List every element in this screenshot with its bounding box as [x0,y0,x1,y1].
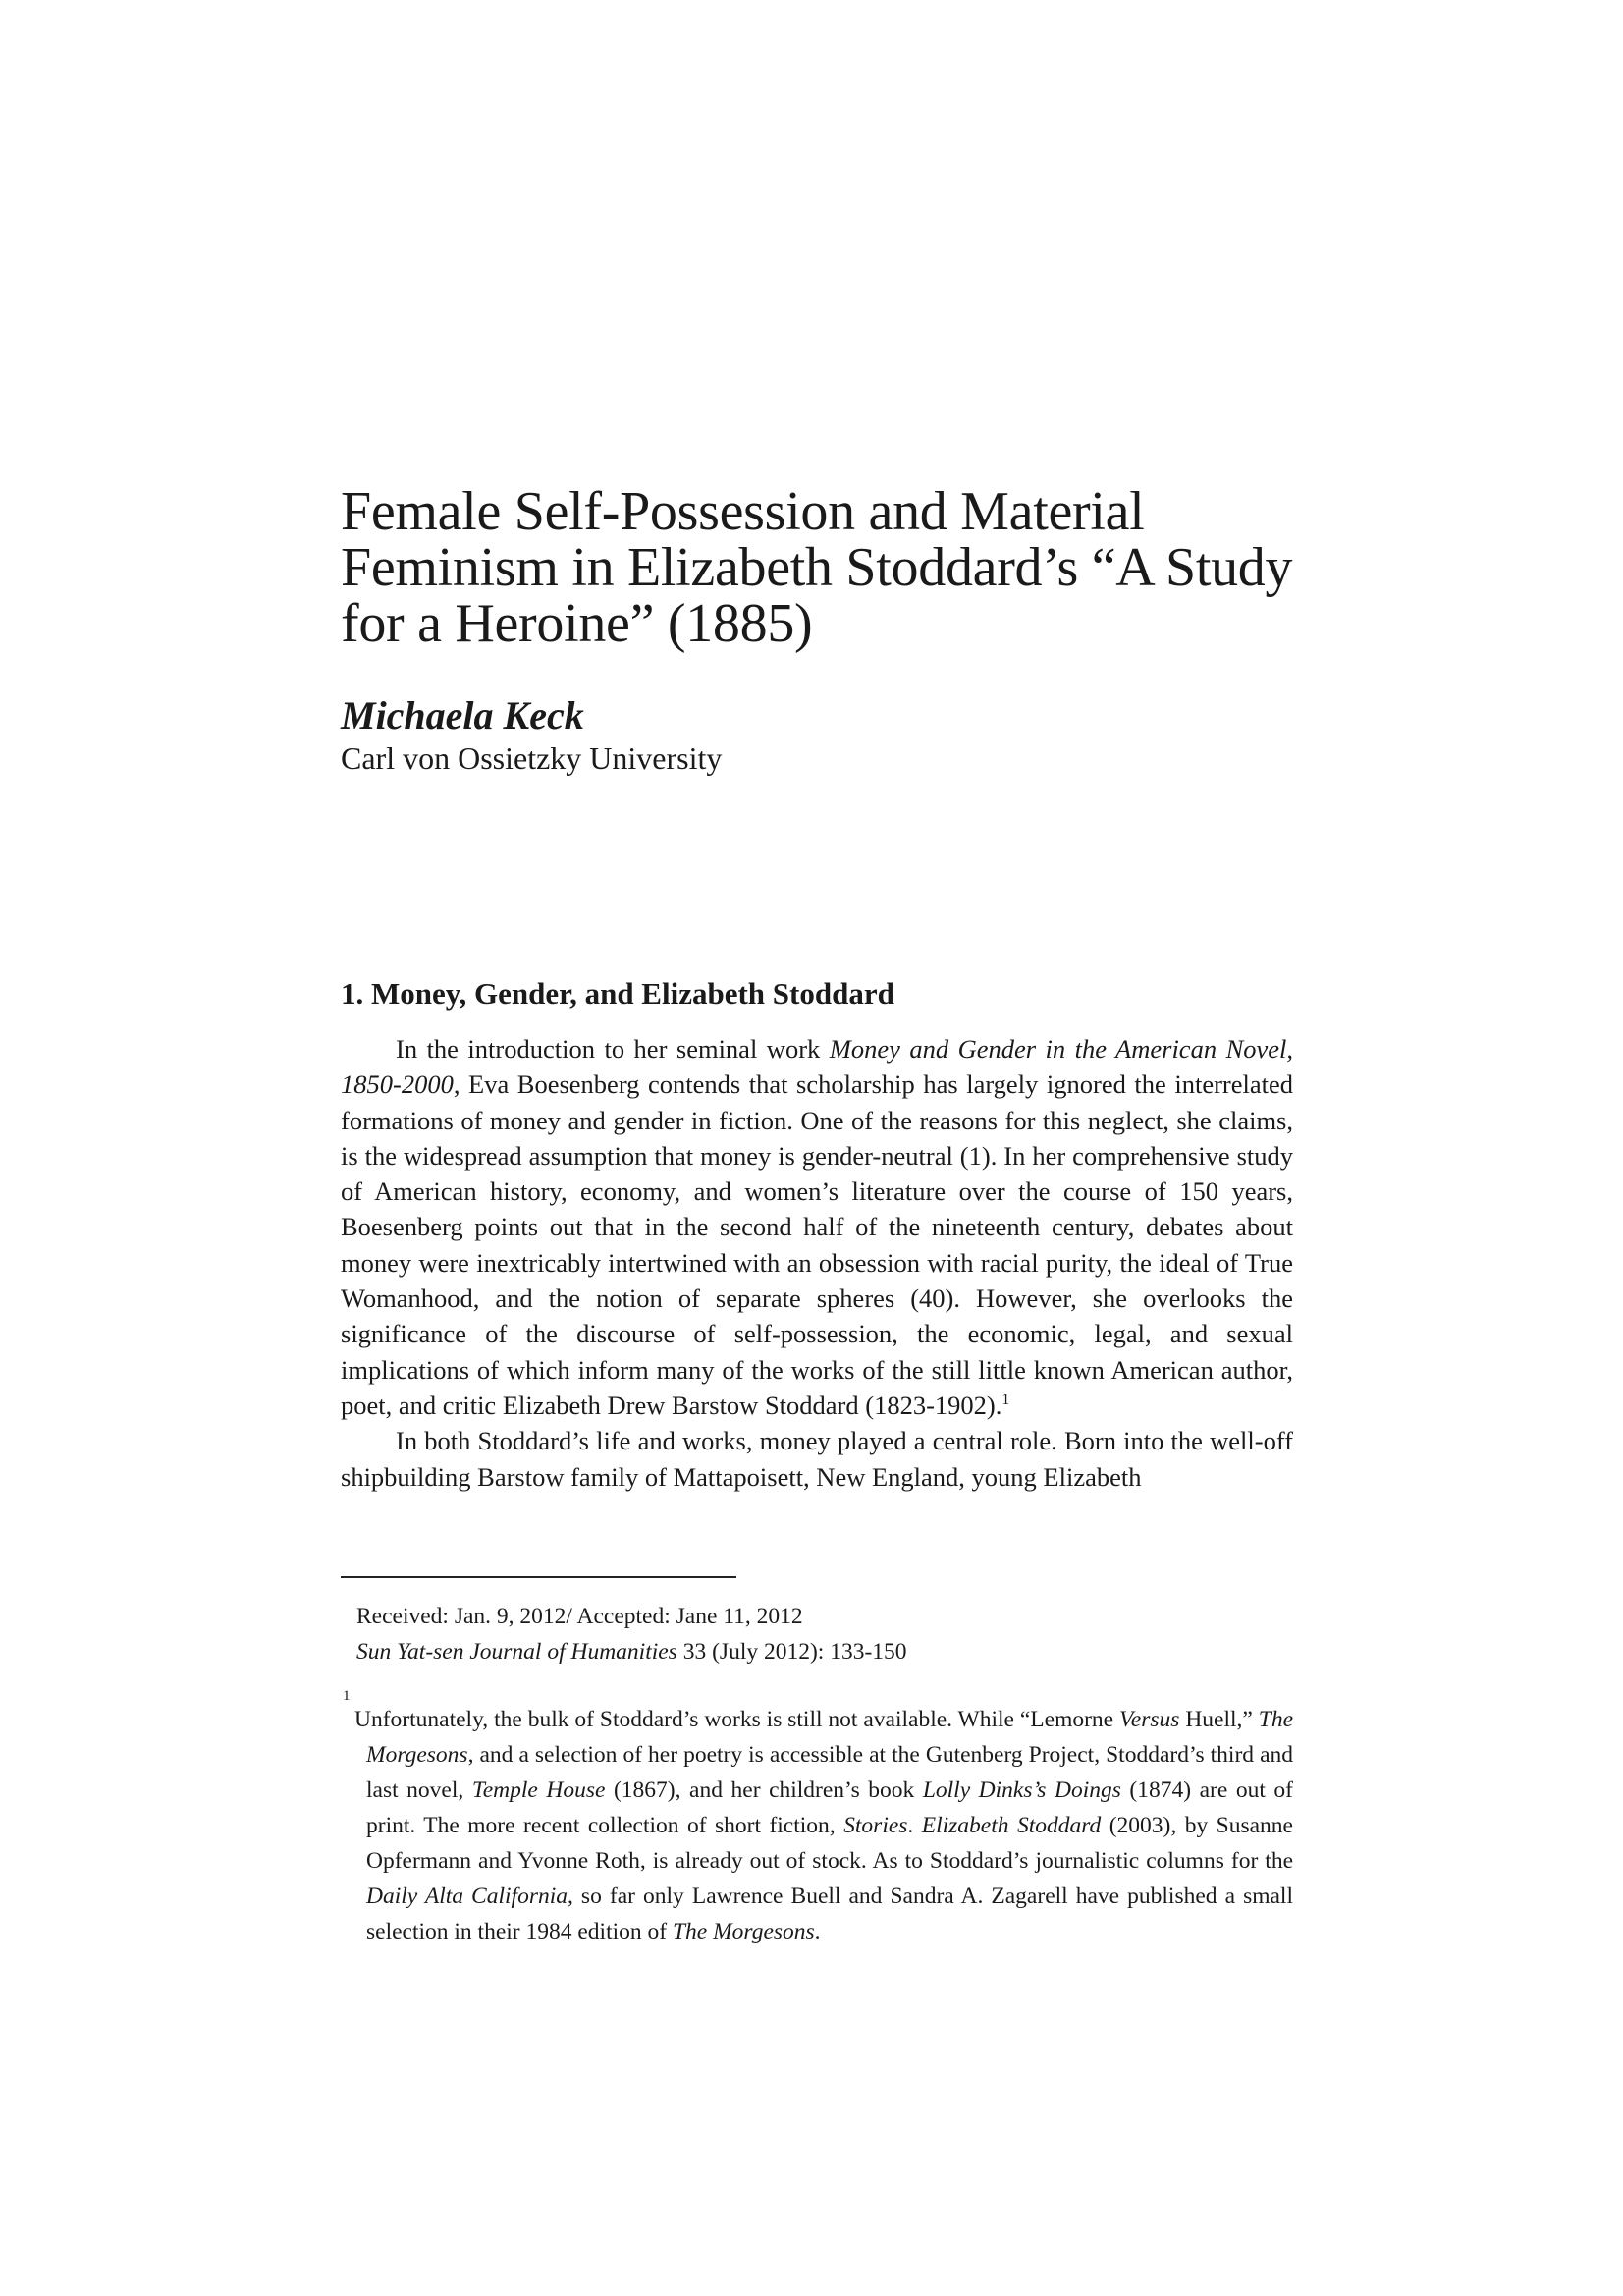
footnote-reference[interactable]: 1 [1001,1392,1010,1409]
footnote-italic: The Morgesons [366,1707,1293,1768]
author-name: Michaela Keck [341,693,584,738]
publication-info [356,1599,907,1669]
paragraph [341,1031,1293,1423]
footnote-segment: Huell,” [1179,1707,1259,1732]
footnote-italic: Elizabeth Stoddard [921,1813,1102,1838]
footnote-italic: Versus [1119,1707,1180,1732]
footnote-italic: Lolly Dinks’s Doings [922,1777,1121,1803]
section-heading: 1. Money, Gender, and Elizabeth Stoddard [341,976,894,1011]
footnote-segment: , so far only Lawrence Buell and Sandra A. Zagarell have published a small selection in their 1984 edition of [366,1884,1293,1944]
paragraph-text: , Eva Boesenberg contends that scholarship has largely ignored the interrelated formations of money and gender in fiction. One of the reasons for this neglect, she claims, is the widespread assumption that money is gender-neutral (1). In her comprehensive study of American history, economy, and women’s literature over the course of 150 years, Boesenberg points out that in the second half of the nineteenth century, debates about money were inextricably intertwined with an obsession with racial purity, the ideal of True Womanhood, and the notion of separate spheres (40). However, she overlooks the significance of the discourse of self-possession, the economic, legal, and sexual implications of which inform many of the works of the still little known American author, poet, and critic Elizabeth Drew Barstow Stoddard (1823-1902). [341,1069,1293,1420]
received-accepted-dates: Received: Jan. 9, 2012/ Accepted: Jane 11, 2012 [356,1604,803,1629]
footnote-segment: (2003), by Susanne Opfermann and Yvonne Roth, is already out of stock. As to Stoddard’s journalistic columns for the [366,1813,1293,1874]
body-text [341,1031,1293,1495]
footnote-segment: , and a selection of her poetry is accessible at the Gutenberg Project, Stoddard’s third and last novel, [366,1742,1293,1803]
journal-name: Sun Yat-sen Journal of Humanities [356,1639,677,1665]
footnote-text [343,1702,1293,1949]
footnote: 1 Unfortunately, the bulk of Stoddard’s works is still not available. While “Lemorne Versus Huell,” The Morgesons, and a selection of her poetry is accessible at the Gutenberg Project, Stoddard’s third and last novel, Temple House (1867), and her children’s book Lolly Dinks’s Doings (1874) are out of print. The more recent collection of short fiction, Stories. Elizabeth Stoddard (2003), by Susanne Opfermann and Yvonne Roth, is already out of stock. As to Stoddard’s journalistic columns for the Daily Alta California, so far only Lawrence Buell and Sandra A. Zagarell have published a small selection in their 1984 edition of The Morgesons. [343,1702,1293,1949]
footnote-italic: Daily Alta California [366,1884,568,1909]
author-affiliation: Carl von Ossietzky University [341,740,723,776]
paragraph [341,1423,1293,1495]
article-title: Female Self-Possession and Material Feminism in Elizabeth Stoddard’s “A Study for a Heroine” (1885) [341,481,1293,654]
journal-citation [356,1634,907,1669]
volume-pages: 33 (July 2012): 133-150 [676,1639,907,1665]
footnote-italic: Stories [843,1813,908,1838]
footnote-divider [341,1576,736,1578]
footnote-italic: Temple House [471,1777,606,1803]
footnote-segment: . [907,1813,922,1838]
paragraph-text: In the introduction to her seminal work [396,1034,830,1064]
paragraph-text: In both Stoddard’s life and works, money played a central role. Born into the well-off shipbuilding Barstow family of Mattapoisett, New England, young Elizabeth [341,1426,1293,1492]
footnote-segment: (1874) are out of print. The more recent collection of short fiction, [366,1777,1294,1838]
footnote-italic: The Morgesons [672,1919,815,1944]
book-title: Money and Gender in the American Novel, 1850-2000 [341,1034,1293,1100]
footnote-segment: (1867), and her children’s book [605,1777,923,1803]
footnote-segment: . [814,1919,821,1944]
footnote-segment: Unfortunately, the bulk of Stoddard’s works is still not available. While “Lemorne [354,1707,1120,1732]
